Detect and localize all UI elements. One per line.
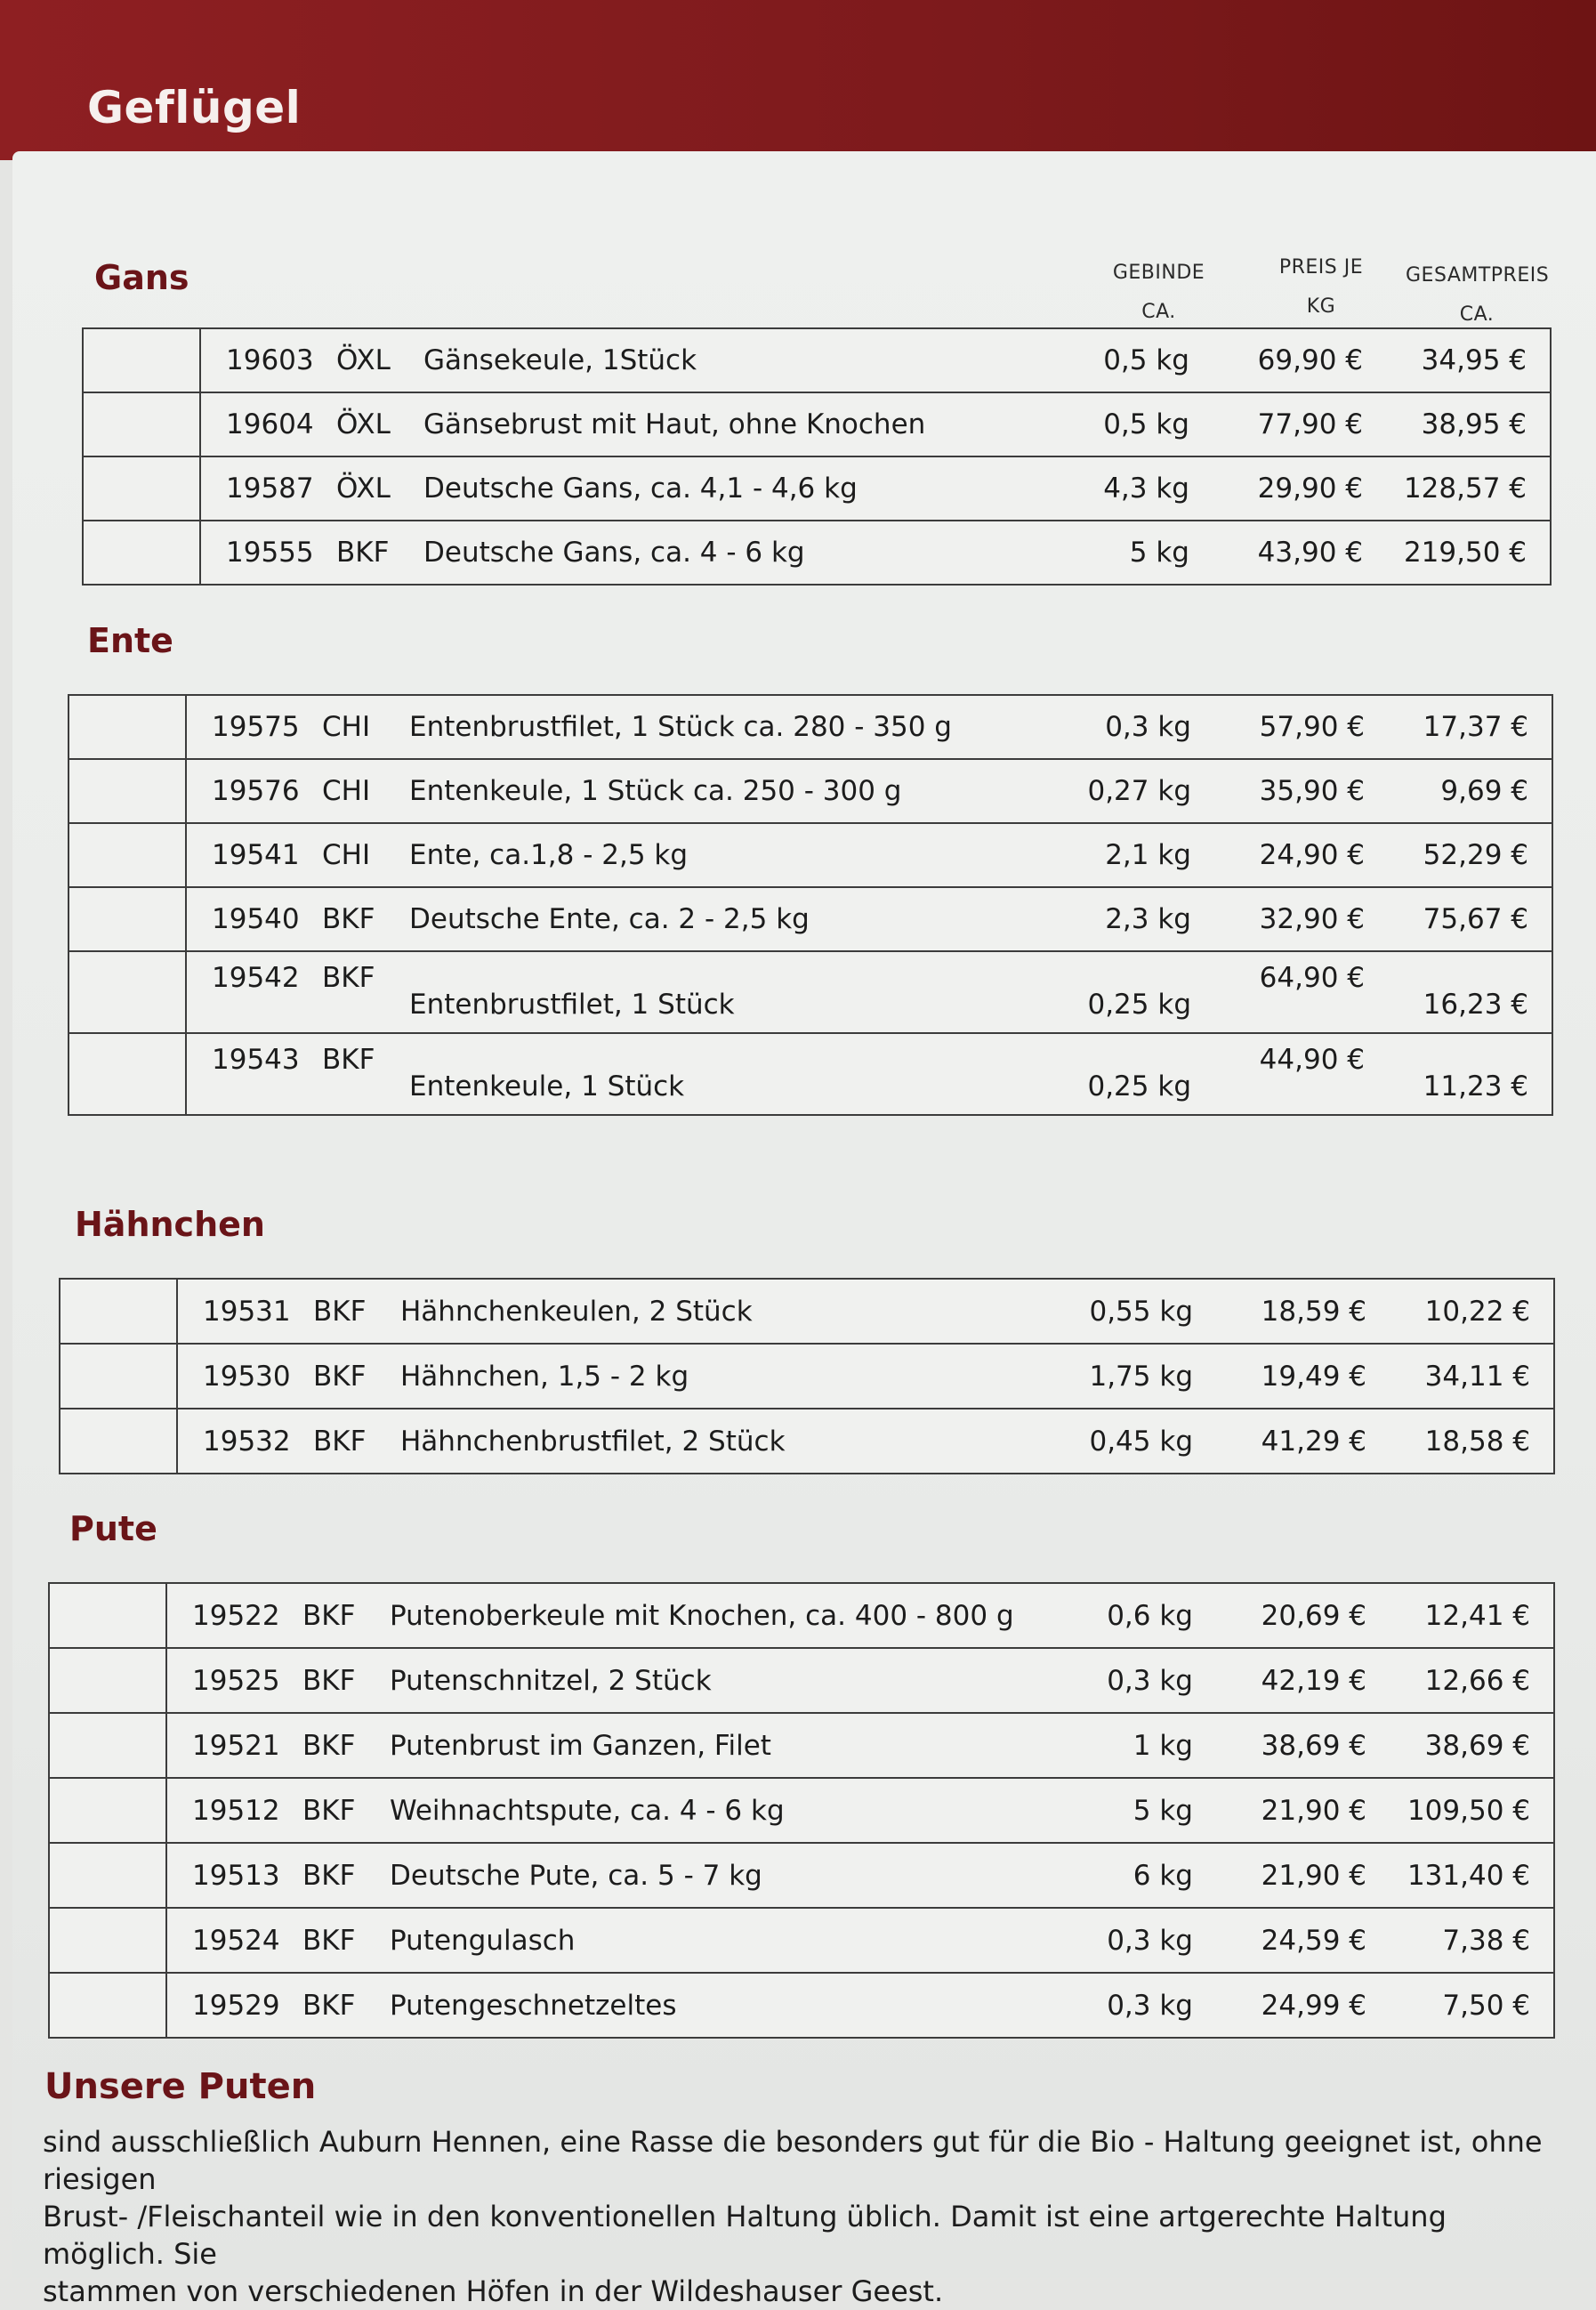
checkbox-cell[interactable]	[49, 1843, 166, 1908]
table-row	[69, 951, 1552, 1033]
total-price: 11,23 €	[1423, 1070, 1528, 1103]
table-row	[49, 1713, 1554, 1778]
column-header-preis-line2: KG	[1306, 295, 1336, 318]
column-header-gesamtpreis-line2: CA.	[1459, 303, 1495, 326]
supplier-code: BKF	[302, 1729, 356, 1762]
checkbox-cell[interactable]	[69, 887, 186, 951]
table-row	[49, 1908, 1554, 1973]
table-row	[49, 1583, 1554, 1648]
section-title-pute: Pute	[69, 1509, 157, 1548]
article-number: 19542	[212, 961, 300, 994]
table-row	[49, 1973, 1554, 2038]
supplier-code: BKF	[313, 1425, 367, 1458]
checkbox-cell[interactable]	[49, 1583, 166, 1648]
total-price: 38,69 €	[1424, 1729, 1530, 1762]
product-description: Entenbrustfilet, 1 Stück ca. 280 - 350 g	[409, 711, 952, 743]
price-per-kg: 32,90 €	[1259, 903, 1365, 935]
page-title: Geflügel	[87, 82, 302, 133]
article-number: 19555	[226, 537, 314, 569]
table-row	[69, 887, 1552, 951]
product-description: Entenkeule, 1 Stück	[409, 1070, 685, 1103]
product-description: Ente, ca.1,8 - 2,5 kg	[409, 839, 689, 871]
column-header-preis-je-kg	[1263, 248, 1379, 327]
price-per-kg: 20,69 €	[1261, 1599, 1366, 1632]
article-number: 19603	[226, 344, 314, 376]
section-title-haehnchen: Hähnchen	[75, 1205, 265, 1244]
supplier-code: BKF	[322, 1043, 375, 1076]
price-per-kg: 44,90 €	[1259, 1043, 1365, 1076]
price-per-kg: 24,59 €	[1261, 1924, 1366, 1957]
price-per-kg: 57,90 €	[1259, 711, 1365, 743]
checkbox-cell[interactable]	[49, 1713, 166, 1778]
supplier-code: BKF	[302, 1989, 356, 2022]
table-row	[60, 1279, 1554, 1344]
supplier-code: BKF	[302, 1924, 356, 1957]
table-haehnchen	[59, 1278, 1555, 1474]
price-per-kg: 42,19 €	[1261, 1664, 1366, 1697]
article-number: 19532	[203, 1425, 291, 1458]
gebinde-value: 0,27 kg	[1087, 775, 1191, 807]
product-description: Hähnchenkeulen, 2 Stück	[400, 1295, 753, 1328]
checkbox-cell[interactable]	[60, 1279, 177, 1344]
product-description: Hähnchen, 1,5 - 2 kg	[400, 1360, 689, 1393]
supplier-code: BKF	[313, 1295, 367, 1328]
product-description: Deutsche Pute, ca. 5 - 7 kg	[390, 1859, 762, 1892]
section-title-gans: Gans	[94, 258, 189, 297]
supplier-code: BKF	[313, 1360, 367, 1393]
table-gans	[82, 327, 1552, 586]
note-text	[43, 2123, 1555, 2310]
price-per-kg: 21,90 €	[1261, 1859, 1366, 1892]
price-per-kg: 69,90 €	[1257, 344, 1363, 376]
total-price: 10,22 €	[1424, 1295, 1530, 1328]
price-per-kg: 35,90 €	[1259, 775, 1365, 807]
product-description: Putengulasch	[390, 1924, 576, 1957]
total-price: 12,41 €	[1424, 1599, 1530, 1632]
supplier-code: CHI	[322, 839, 371, 871]
total-price: 18,58 €	[1424, 1425, 1530, 1458]
product-description: Deutsche Ente, ca. 2 - 2,5 kg	[409, 903, 810, 935]
checkbox-cell[interactable]	[83, 392, 200, 456]
checkbox-cell[interactable]	[69, 1033, 186, 1115]
column-header-gebinde-line1: GEBINDE	[1112, 262, 1205, 284]
checkbox-cell[interactable]	[69, 951, 186, 1033]
supplier-code: BKF	[302, 1859, 356, 1892]
note-title: Unsere Puten	[44, 2066, 317, 2107]
supplier-code: ÖXL	[336, 344, 391, 376]
supplier-code: BKF	[336, 537, 390, 569]
table-row	[83, 328, 1551, 392]
checkbox-cell[interactable]	[49, 1908, 166, 1973]
product-description: Entenbrustfilet, 1 Stück	[409, 989, 735, 1022]
total-price: 9,69 €	[1440, 775, 1528, 807]
checkbox-cell[interactable]	[69, 759, 186, 823]
gebinde-value: 0,25 kg	[1087, 1070, 1191, 1103]
article-number: 19512	[192, 1794, 280, 1827]
total-price: 219,50 €	[1403, 537, 1527, 569]
column-header-gebinde	[1103, 254, 1214, 332]
price-per-kg: 21,90 €	[1261, 1794, 1366, 1827]
gebinde-value: 0,3 kg	[1107, 1664, 1193, 1697]
supplier-code: ÖXL	[336, 472, 391, 505]
gebinde-value: 0,45 kg	[1089, 1425, 1193, 1458]
total-price: 7,38 €	[1442, 1924, 1530, 1957]
total-price: 7,50 €	[1442, 1989, 1530, 2022]
gebinde-value: 0,5 kg	[1103, 344, 1189, 376]
price-per-kg: 77,90 €	[1257, 408, 1363, 440]
product-description: Putenoberkeule mit Knochen, ca. 400 - 800 g	[390, 1599, 1014, 1632]
gebinde-value: 2,1 kg	[1105, 839, 1191, 871]
article-number: 19541	[212, 839, 300, 871]
table-row	[49, 1648, 1554, 1713]
note-line: Brust- /Fleischanteil wie in den konventionellen Haltung üblich. Damit ist eine artgerechte Haltung möglich. Sie	[43, 2200, 1447, 2271]
supplier-code: CHI	[322, 711, 371, 743]
column-header-preis-line1: PREIS JE	[1278, 256, 1364, 279]
article-number: 19531	[203, 1295, 291, 1328]
supplier-code: ÖXL	[336, 408, 391, 440]
table-row	[60, 1344, 1554, 1409]
gebinde-value: 0,5 kg	[1103, 408, 1189, 440]
price-per-kg: 19,49 €	[1261, 1360, 1366, 1393]
gebinde-value: 1,75 kg	[1089, 1360, 1193, 1393]
price-per-kg: 64,90 €	[1259, 961, 1365, 994]
gebinde-value: 1 kg	[1133, 1729, 1193, 1762]
table-row	[83, 392, 1551, 456]
total-price: 52,29 €	[1423, 839, 1528, 871]
column-header-gesamtpreis	[1406, 256, 1548, 335]
note-line: sind ausschließlich Auburn Hennen, eine Rasse die besonders gut für die Bio - Haltung geeignet ist, ohne riesigen	[43, 2125, 1543, 2196]
product-description: Gänsekeule, 1Stück	[423, 344, 697, 376]
checkbox-cell[interactable]	[83, 521, 200, 585]
checkbox-cell[interactable]	[49, 1973, 166, 2038]
gebinde-value: 2,3 kg	[1105, 903, 1191, 935]
product-description: Gänsebrust mit Haut, ohne Knochen	[423, 408, 926, 440]
table-row	[69, 1033, 1552, 1115]
total-price: 75,67 €	[1423, 903, 1528, 935]
supplier-code: BKF	[302, 1599, 356, 1632]
checkbox-cell[interactable]	[69, 695, 186, 759]
checkbox-cell[interactable]	[49, 1648, 166, 1713]
total-price: 16,23 €	[1423, 989, 1528, 1022]
table-row	[49, 1843, 1554, 1908]
article-number: 19604	[226, 408, 314, 440]
article-number: 19543	[212, 1043, 300, 1076]
supplier-code: BKF	[302, 1794, 356, 1827]
checkbox-cell[interactable]	[83, 456, 200, 521]
checkbox-cell[interactable]	[49, 1778, 166, 1843]
product-description: Weihnachtspute, ca. 4 - 6 kg	[390, 1794, 785, 1827]
gebinde-value: 0,3 kg	[1105, 711, 1191, 743]
product-description: Putenschnitzel, 2 Stück	[390, 1664, 712, 1697]
product-description: Deutsche Gans, ca. 4,1 - 4,6 kg	[423, 472, 858, 505]
total-price: 34,95 €	[1421, 344, 1527, 376]
article-number: 19522	[192, 1599, 280, 1632]
product-description: Hähnchenbrustfilet, 2 Stück	[400, 1425, 786, 1458]
header-banner	[0, 0, 1596, 160]
article-number: 19540	[212, 903, 300, 935]
gebinde-value: 0,6 kg	[1107, 1599, 1193, 1632]
checkbox-cell[interactable]	[60, 1344, 177, 1409]
table-row	[69, 759, 1552, 823]
article-number: 19587	[226, 472, 314, 505]
checkbox-cell[interactable]	[60, 1409, 177, 1474]
price-per-kg: 43,90 €	[1257, 537, 1363, 569]
gebinde-value: 0,3 kg	[1107, 1924, 1193, 1957]
supplier-code: CHI	[322, 775, 371, 807]
supplier-code: BKF	[302, 1664, 356, 1697]
gebinde-value: 5 kg	[1129, 537, 1189, 569]
product-description: Putengeschnetzeltes	[390, 1989, 677, 2022]
table-pute	[48, 1582, 1555, 2039]
article-number: 19524	[192, 1924, 280, 1957]
supplier-code: BKF	[322, 961, 375, 994]
table-row	[69, 823, 1552, 887]
total-price: 109,50 €	[1407, 1794, 1530, 1827]
checkbox-cell[interactable]	[83, 328, 200, 392]
total-price: 12,66 €	[1424, 1664, 1530, 1697]
article-number: 19530	[203, 1360, 291, 1393]
gebinde-value: 0,55 kg	[1089, 1295, 1193, 1328]
price-per-kg: 38,69 €	[1261, 1729, 1366, 1762]
total-price: 17,37 €	[1423, 711, 1528, 743]
product-description: Entenkeule, 1 Stück ca. 250 - 300 g	[409, 775, 902, 807]
table-row	[60, 1409, 1554, 1474]
table-row	[49, 1778, 1554, 1843]
gebinde-value: 0,25 kg	[1087, 989, 1191, 1022]
total-price: 131,40 €	[1407, 1859, 1530, 1892]
supplier-code: BKF	[322, 903, 375, 935]
table-row	[83, 521, 1551, 585]
article-number: 19576	[212, 775, 300, 807]
checkbox-cell[interactable]	[69, 823, 186, 887]
gebinde-value: 6 kg	[1133, 1859, 1193, 1892]
article-number: 19529	[192, 1989, 280, 2022]
column-header-gesamtpreis-line1: GESAMTPREIS	[1406, 264, 1550, 287]
total-price: 128,57 €	[1403, 472, 1527, 505]
section-title-ente: Ente	[87, 621, 173, 660]
price-per-kg: 41,29 €	[1261, 1425, 1366, 1458]
column-header-gebinde-line2: CA.	[1141, 301, 1176, 323]
gebinde-value: 5 kg	[1133, 1794, 1193, 1827]
table-ente	[68, 694, 1553, 1116]
total-price: 34,11 €	[1424, 1360, 1530, 1393]
price-per-kg: 24,99 €	[1261, 1989, 1366, 2022]
table-row	[83, 456, 1551, 521]
price-per-kg: 18,59 €	[1261, 1295, 1366, 1328]
article-number: 19575	[212, 711, 300, 743]
price-per-kg: 24,90 €	[1259, 839, 1365, 871]
table-row	[69, 695, 1552, 759]
note-line: stammen von verschiedenen Höfen in der Wildeshauser Geest.	[43, 2274, 944, 2308]
article-number: 19525	[192, 1664, 280, 1697]
gebinde-value: 0,3 kg	[1107, 1989, 1193, 2022]
price-per-kg: 29,90 €	[1257, 472, 1363, 505]
article-number: 19521	[192, 1729, 280, 1762]
total-price: 38,95 €	[1421, 408, 1527, 440]
product-description: Putenbrust im Ganzen, Filet	[390, 1729, 771, 1762]
product-description: Deutsche Gans, ca. 4 - 6 kg	[423, 537, 805, 569]
gebinde-value: 4,3 kg	[1103, 472, 1189, 505]
article-number: 19513	[192, 1859, 280, 1892]
